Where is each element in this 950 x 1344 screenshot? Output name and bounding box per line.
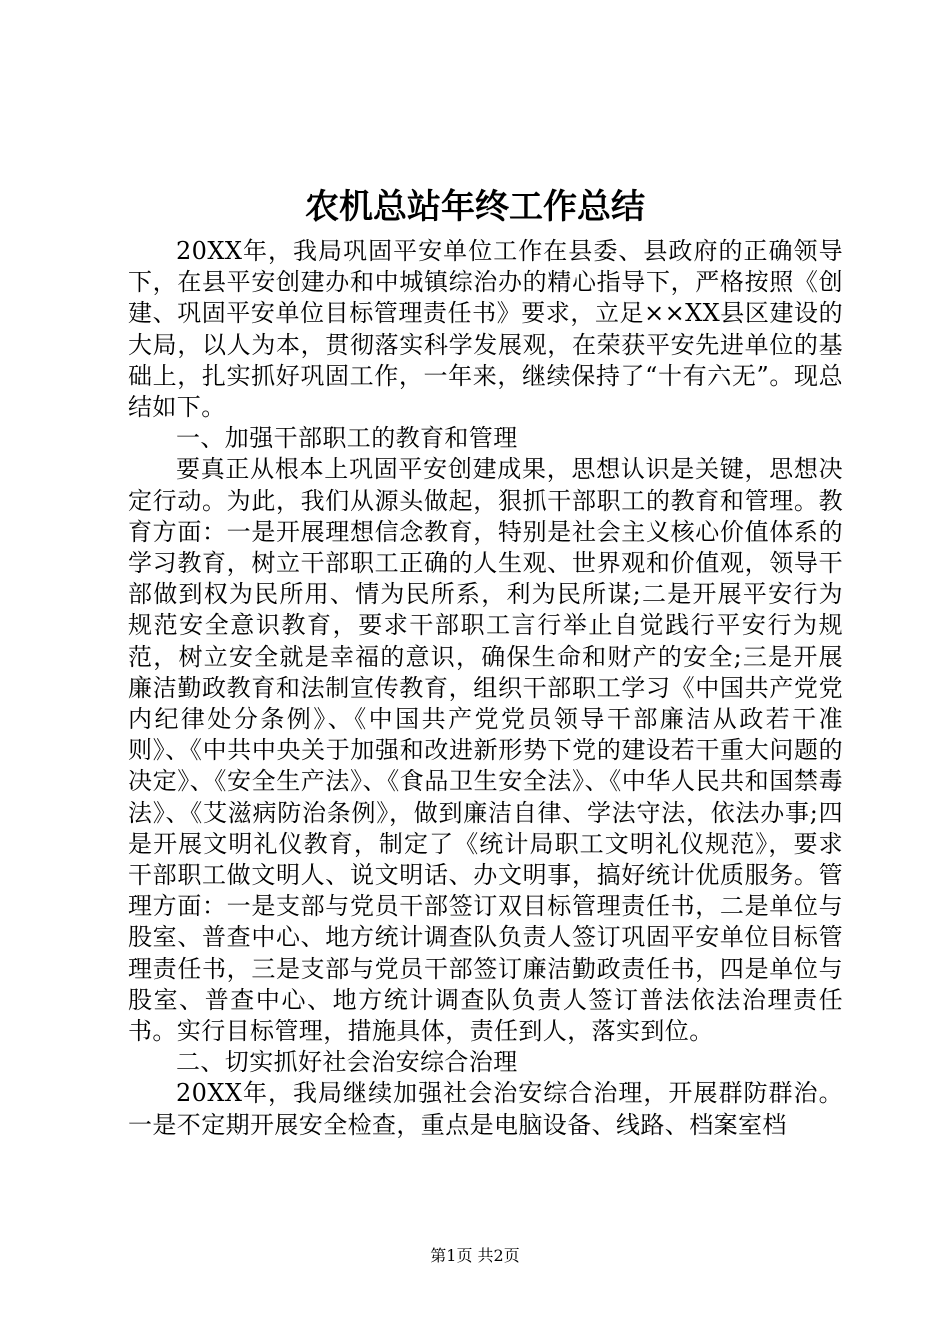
paragraph-section-1: 要真正从根本上巩固平安创建成果，思想认识是关键，思想决定行动。为此，我们从源头做起，狠抓干部职工的教育和管理。教育方面：一是开展理想信念教育，特别是社会主义核心价值体系的学习教育，树立干部职工正确的人生观、世界观和价值观，领导干部做到权为民所用、情为民所系，利为民所谋;二是开展平安行为规范安全意识教育，要求干部职工言行举止自觉践行平安行为规范，树立安全就是幸福的意识，确保生命和财产的安全;三是开展廉洁勤政教育和法制宣传教育，组织干部职工学习《中国共产党党内纪律处分条例》、《中国共产党党员领导干部廉洁从政若干准则》、《中共中央关于加强和改进新形势下党的建设若干重大问题的决定》、《安全生产法》、《食品卫生安全法》、《中华人民共和国禁毒法》、《艾滋病防治条例》，做到廉洁自律、学法守法，依法办事;四是开展文明礼仪教育，制定了《统计局职工文明礼仪规范》，要求干部职工做文明人、说文明话、办文明事，搞好统计优质服务。管理方面：一是支部与党员干部签订双目标管理责任书，二是单位与股室、普查中心、地方统计调查队负责人签订巩固平安单位目标管理责任书，三是支部与党员干部签订廉洁勤政责任书，四是单位与股室、普查中心、地方统计调查队负责人签订普法依法治理责任书。实行目标管理，措施具体，责任到人，落实到位。	[128, 455, 843, 1046]
section-heading-2: 二、切实抓好社会治安综合治理	[176, 1048, 518, 1077]
document-title: 农机总站年终工作总结	[305, 187, 645, 227]
section-heading-1: 一、加强干部职工的教育和管理	[176, 424, 518, 453]
paragraph-intro: 20XX年，我局巩固平安单位工作在县委、县政府的正确领导下，在县平安创建办和中城镇综治办的精心指导下，严格按照《创建、巩固平安单位目标管理责任书》要求，立足××XX县区建设的大局，以人为本，贯彻落实科学发展观，在荣获平安先进单位的基础上，扎实抓好巩固工作，一年来，继续保持了“十有六无”。现总结如下。	[128, 237, 843, 422]
paragraph-section-2: 20XX年，我局继续加强社会治安综合治理，开展群防群治。一是不定期开展安全检查，重点是电脑设备、线路、档案室档	[128, 1079, 843, 1139]
page-footer: 第1页 共2页	[430, 1246, 520, 1265]
document-body	[128, 236, 843, 1141]
